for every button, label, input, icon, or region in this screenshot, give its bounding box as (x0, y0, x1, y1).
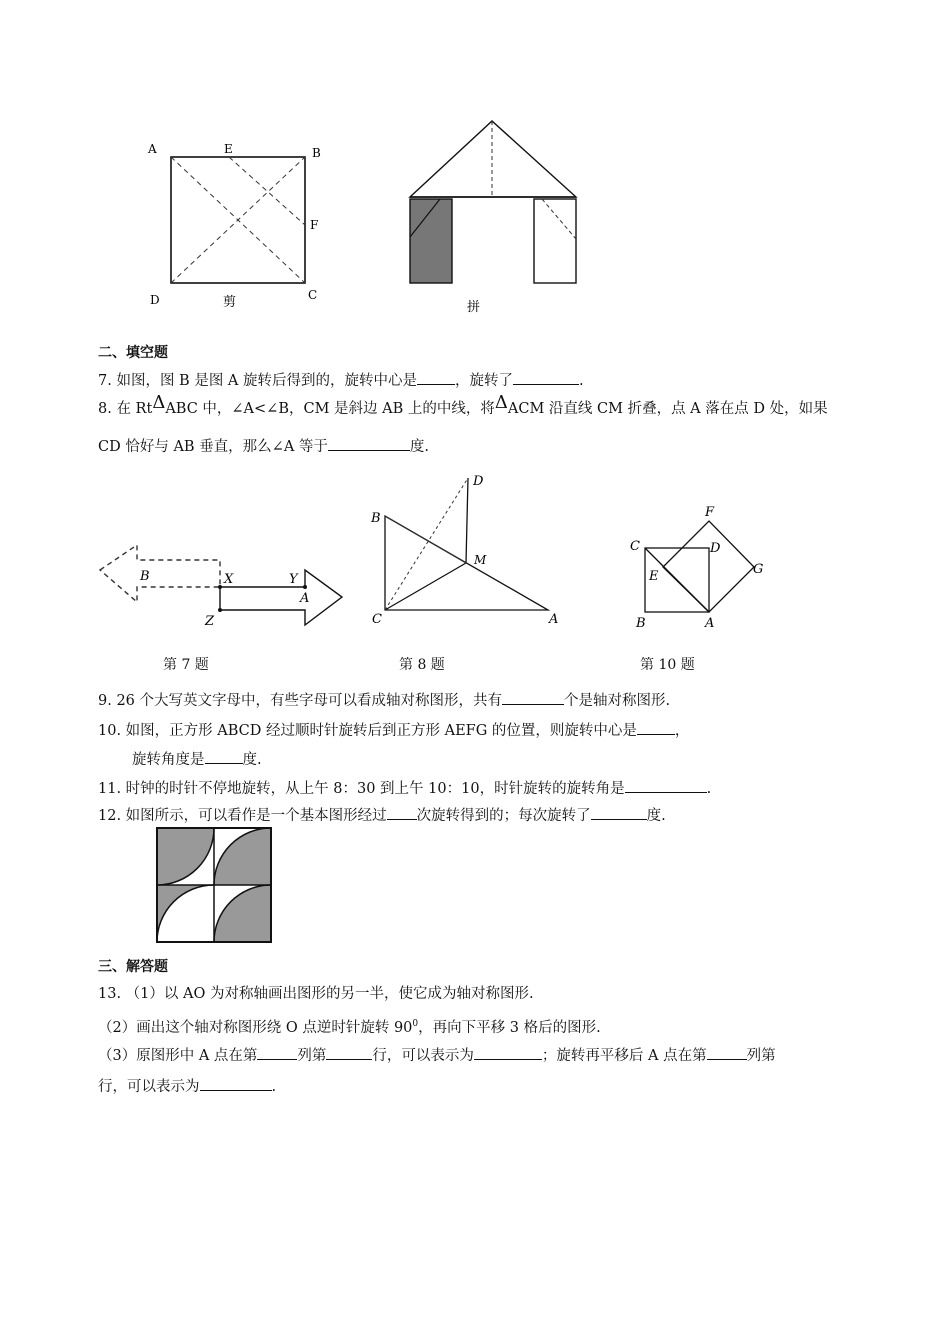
label-c: C (372, 612, 382, 627)
q12-text: 次旋转得到的；每次旋转了 (416, 808, 591, 824)
dash-line (229, 157, 305, 225)
question-8-line2 (98, 436, 429, 457)
q8-text: 度. (409, 439, 430, 455)
q13-text: 列第 (297, 1048, 327, 1064)
q13-blank-row[interactable] (326, 1045, 372, 1060)
question-13-part1: 13. （1）以 AO 为对称轴画出图形的另一半，使它成为轴对称图形. (98, 986, 534, 1002)
question-13-part3-line2 (98, 1076, 276, 1097)
q10-text: 旋转角度是 (132, 752, 205, 768)
q13-text: （3）原图形中 A 点在第 (98, 1048, 258, 1064)
q12-text: 度. (646, 808, 666, 824)
point-z (218, 608, 222, 612)
figure-7-arrows (95, 535, 355, 635)
q12-text: 12. 如图所示，可以看作是一个基本图形经过 (98, 808, 387, 824)
q13-text: （2）画出这个轴对称图形绕 O 点逆时针旋转 90 (98, 1019, 413, 1036)
q7-text: ，旋转了 (455, 373, 514, 389)
label-g: G (753, 562, 764, 577)
q13-blank-coord[interactable] (474, 1045, 542, 1060)
label-f: F (705, 505, 715, 520)
q13-blank-col2[interactable] (707, 1045, 747, 1060)
section-title-answers: 三、解答题 (98, 959, 168, 975)
q13-text: 行，可以表示为 (372, 1048, 474, 1064)
question-7 (98, 370, 584, 391)
arrow-a-solid (220, 570, 342, 625)
degree-sup: 0 (412, 1019, 419, 1029)
caption-assemble: 拼 (467, 300, 481, 315)
q8-text: ABC 中，∠A<∠B，CM 是斜边 AB 上的中线，将 (165, 401, 495, 417)
question-10-line1 (98, 720, 689, 741)
caption-fig10: 第 10 题 (640, 657, 695, 673)
question-9 (98, 690, 670, 711)
question-10-line2 (132, 749, 262, 770)
cd-dashed (385, 478, 468, 610)
question-8-line1 (98, 392, 828, 419)
triangle-symbol: Δ (494, 392, 508, 413)
q9-text: 个是轴对称图形. (564, 693, 671, 709)
cut-square-figure (140, 135, 340, 315)
figure-8-triangle (365, 470, 565, 630)
question-13-part2 (98, 1014, 601, 1038)
q10-text: 10. 如图，正方形 ABCD 经过顺时针旋转后到正方形 AEFG 的位置，则旋转中心是 (98, 723, 637, 739)
q13-text: ，再向下平移 3 格后的图形. (418, 1019, 601, 1036)
figure-12-pinwheel (157, 828, 271, 942)
q13-blank-coord2[interactable] (200, 1076, 272, 1091)
left-pillar-shaded (410, 199, 452, 283)
caption-fig7: 第 7 题 (163, 657, 209, 673)
label-b: B (371, 511, 381, 526)
q7-blank-center[interactable] (417, 370, 455, 385)
q8-text: 8. 在 Rt (98, 401, 153, 417)
label-a: A (705, 616, 715, 631)
label-y: Y (289, 572, 298, 587)
label-c: C (630, 539, 640, 554)
label-x: X (224, 572, 234, 587)
bm-dashed (385, 516, 466, 563)
q13-text: 列第 (746, 1048, 776, 1064)
right-pillar (534, 199, 576, 283)
q13-text: . (271, 1079, 277, 1095)
caption-cut: 剪 (223, 295, 237, 310)
label-a: A (549, 612, 559, 627)
q8-text: CD 恰好与 AB 垂直，那么∠A 等于 (98, 439, 328, 455)
q12-blank-angle[interactable] (591, 805, 647, 820)
question-11 (98, 778, 711, 799)
q10-blank-center[interactable] (637, 720, 675, 735)
label-e: E (649, 569, 659, 584)
q11-blank[interactable] (625, 778, 707, 793)
label-c: C (308, 288, 318, 302)
q9-text: 9. 26 个大写英文字母中，有些字母可以看成轴对称图形，共有 (98, 693, 503, 709)
q7-text: . (579, 373, 584, 389)
figure-10-squares (625, 500, 775, 635)
q12-blank-count[interactable] (387, 805, 417, 820)
q10-text: 度. (242, 752, 262, 768)
label-a: A (300, 591, 310, 606)
md-segment (466, 478, 468, 563)
median-cm (385, 563, 466, 610)
arrow-b-dashed (100, 545, 220, 602)
q7-blank-angle[interactable] (513, 370, 579, 385)
q11-text: 11. 时钟的时针不停地旋转，从上午 8：30 到上午 10：10，时针旋转的旋转角是 (98, 781, 625, 797)
q9-blank[interactable] (502, 690, 564, 705)
label-f: F (310, 218, 319, 232)
label-z: Z (205, 614, 215, 629)
point-y (303, 585, 307, 589)
q13-text: ；旋转再平移后 A 点在第 (541, 1048, 707, 1064)
q10-blank-angle[interactable] (205, 749, 243, 764)
q8-blank[interactable] (328, 436, 410, 451)
point-x (218, 585, 222, 589)
q11-text: . (706, 781, 712, 797)
label-b: B (312, 146, 321, 160)
assembled-house-figure (400, 115, 590, 315)
label-e: E (224, 142, 233, 156)
label-b: B (636, 616, 646, 631)
label-b: B (140, 569, 150, 584)
question-13-part3 (98, 1045, 776, 1066)
section-title-fill-blank: 二、填空题 (98, 345, 168, 361)
question-12 (98, 805, 666, 826)
roof-triangle (410, 121, 576, 197)
q13-text: 行，可以表示为 (98, 1079, 200, 1095)
label-m: M (474, 553, 487, 567)
q10-text: ， (674, 723, 690, 739)
triangle-symbol: Δ (152, 392, 166, 413)
q7-text: 7. 如图，图 B 是图 A 旋转后得到的，旋转中心是 (98, 373, 418, 389)
q13-blank-col[interactable] (257, 1045, 297, 1060)
label-d: D (150, 293, 160, 307)
label-a: A (148, 142, 157, 156)
caption-fig8: 第 8 题 (399, 657, 445, 673)
label-d: D (710, 541, 721, 556)
q8-text: ACM 沿直线 CM 折叠，点 A 落在点 D 处，如果 (507, 401, 828, 417)
label-d: D (473, 474, 484, 489)
